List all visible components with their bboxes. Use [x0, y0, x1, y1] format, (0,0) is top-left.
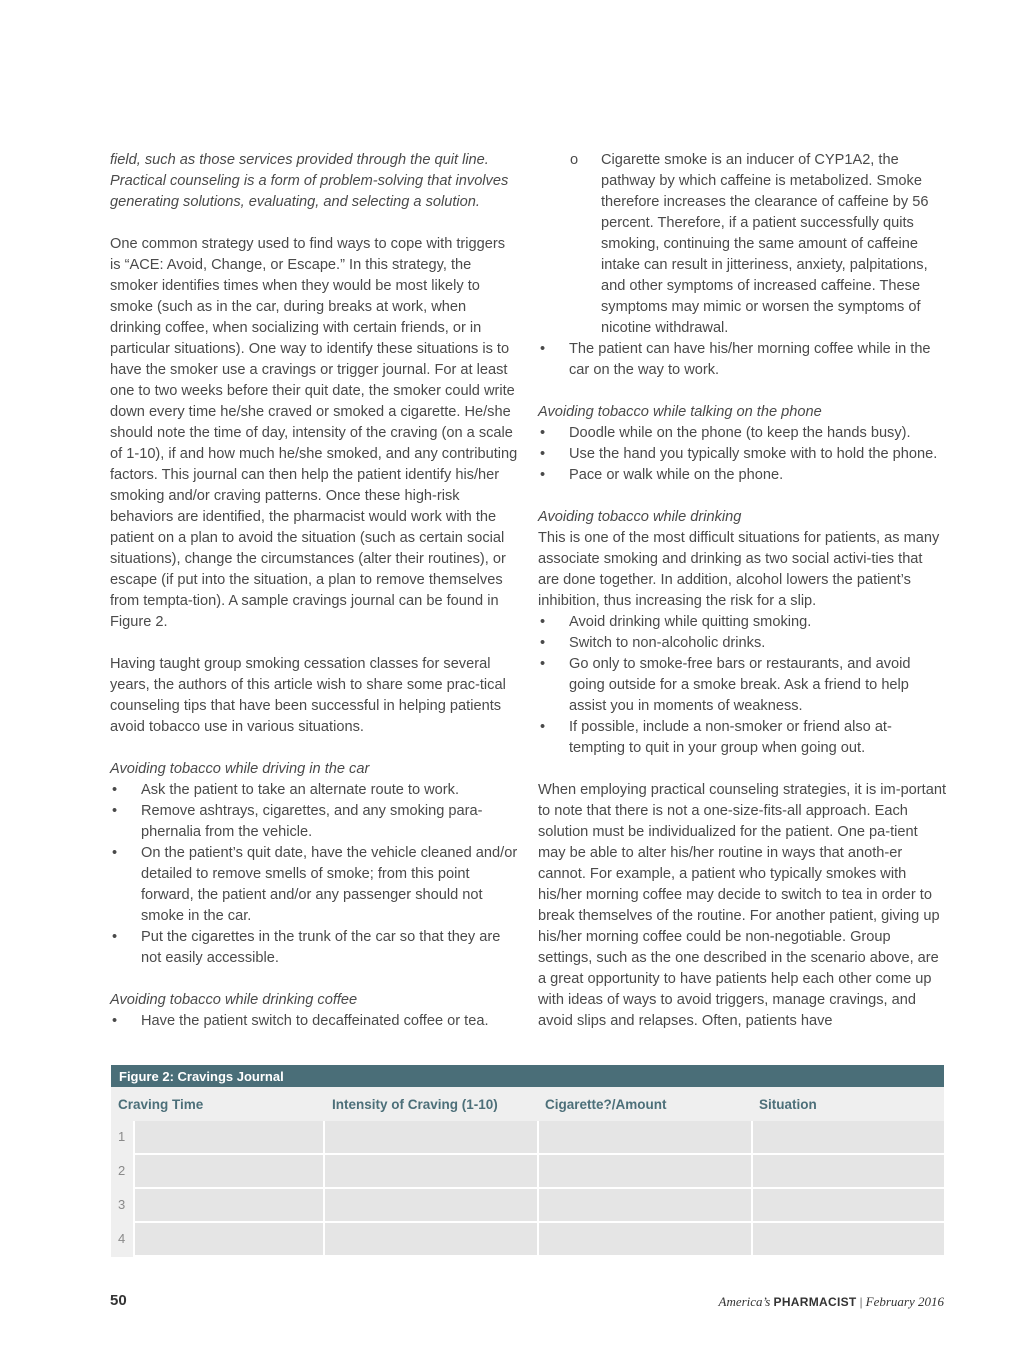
bullet-mark: •: [540, 467, 546, 483]
list-item: • Ask the patient to take an alternate route to work.: [110, 780, 518, 801]
publication-footer: [719, 1294, 944, 1310]
issue-date: February 2016: [865, 1294, 944, 1309]
publication-name: America’s: [718, 1294, 771, 1309]
row-number: 1: [111, 1121, 133, 1155]
table-cell: [323, 1121, 537, 1155]
row-number: 3: [111, 1189, 133, 1223]
list-item: • Remove ashtrays, cigarettes, and any smoking para-phernalia from the vehicle.: [112, 803, 483, 840]
table-cell: [133, 1121, 323, 1155]
column-header-situation: Situation: [759, 1096, 817, 1112]
bullet-mark: •: [540, 341, 546, 357]
column-header-intensity: Intensity of Craving (1-10): [332, 1096, 498, 1112]
bullet-mark: •: [540, 425, 546, 441]
drinking-paragraph: This is one of the most difficult situations for patients, as many associate smoking and drinking as two social activi-ties that are done together. In addition, alcohol lowers the patient’s inhibition, thus increasing the risk for a slip.: [538, 530, 940, 609]
bullet-mark: •: [112, 1013, 118, 1029]
car-heading: Avoiding tobacco while driving in the car: [110, 761, 370, 777]
table-cell: [537, 1155, 751, 1189]
row-number: 2: [111, 1155, 133, 1189]
column-header-cigarette-amount: Cigarette?/Amount: [545, 1096, 667, 1112]
car-list: [110, 780, 518, 969]
ace-paragraph: One common strategy used to find ways to cope with triggers is “ACE: Avoid, Change, or Escape.” In this strategy, the smoker identifies times when they would be most likely to smoke (such as in the car, during breaks at work, when drinking coffee, when socializing with certain friends, or in particular situations). One way to identify these situations is to have the smoker use a cravings or trigger journal. For at least one to two weeks before their quit date, the smoker could write down every time he/she craved or smoked a cigarette. He/she should note the time of day, intensity of the craving (on a scale of 1-10), if and how much he/she smoked, and any contributing factors. This journal can then help the patient identify his/her smoking and/or craving patterns. Once these high-risk behaviors are identified, the pharmacist would work with the patient on a plan to avoid the situation (such as certain social situations), change the circumstances (alter their routines), or escape (if put into the situation, a plan to remove themselves from tempta-tion). A sample cravings journal can be found in Figure 2.: [110, 236, 518, 630]
page-number: 50: [110, 1292, 127, 1309]
left-column: [110, 150, 518, 1032]
phone-list: [538, 423, 946, 486]
list-item: o Cigarette smoke is an inducer of CYP1A2, the pathway by which caffeine is metabolized. Smoke therefore increases the clearance of caffeine by 56 percent. Therefore, if a patient successfully quits smoking, continuing the same amount of caffeine intake can result in jitteriness, anxiety, palpitations, and other symptoms of increased caffeine. These symptoms may mimic or worsen the symptoms of nicotine withdrawal.: [570, 152, 929, 336]
bullet-mark: •: [112, 782, 118, 798]
footer-separator: |: [859, 1294, 863, 1309]
bullet-mark: •: [540, 719, 546, 735]
list-item: • Avoid drinking while quitting smoking.: [538, 612, 946, 633]
table-cell: [133, 1223, 323, 1257]
bullet-mark: •: [540, 635, 546, 651]
coffee-list: [110, 1011, 518, 1032]
bullet-mark: •: [540, 656, 546, 672]
table-cell: [751, 1223, 944, 1257]
coffee-list-continued: [538, 339, 946, 381]
list-item: • Doodle while on the phone (to keep the hands busy).: [538, 423, 946, 444]
list-item: • Pace or walk while on the phone.: [538, 465, 946, 486]
table-cell: [323, 1223, 537, 1257]
cravings-journal-figure: [111, 1065, 944, 1257]
drinking-list: [538, 612, 946, 759]
closing-paragraph: When employing practical counseling strategies, it is im-portant to note that there is not a one-size-fits-all approach. Each solution must be individualized for the patient. One pa-tient may be able to alter his/her routine in ways that anoth-er cannot. For example, a patient who typically smokes with his/her morning coffee may decide to switch to tea in order to break themselves of the routine. For another patient, giving up his/her morning coffee could be non-negotiable. Group settings, such as the one described in the scenario above, are a great opportunity to have patients help each other come up with ideas of ways to avoid triggers, manage cravings, and avoid slips and relapses. Often, patients have: [538, 782, 946, 1029]
table-cell: [133, 1189, 323, 1223]
table-row: [111, 1121, 944, 1155]
bullet-mark: •: [540, 446, 546, 462]
table-cell: [133, 1155, 323, 1189]
bullet-mark: •: [112, 929, 118, 945]
list-item: • Put the cigarettes in the trunk of the car so that they are not easily accessible.: [112, 929, 501, 966]
taught-paragraph: Having taught group smoking cessation classes for several years, the authors of this article wish to share some prac-tical counseling tips that have been successful in helping patients avoid tobacco use in various situations.: [110, 656, 506, 735]
row-number: 4: [111, 1223, 133, 1257]
table-row: [111, 1155, 944, 1189]
list-item: • The patient can have his/her morning coffee while in the car on the way to work.: [540, 341, 931, 378]
table-cell: [751, 1121, 944, 1155]
table-row: [111, 1189, 944, 1223]
list-item: • Use the hand you typically smoke with to hold the phone.: [538, 444, 946, 465]
list-item: • If possible, include a non-smoker or friend also at-tempting to quit in your group when going out.: [540, 719, 892, 756]
list-item: • Switch to non-alcoholic drinks.: [538, 633, 946, 654]
table-cell: [751, 1155, 944, 1189]
intro-paragraph: field, such as those services provided through the quit line. Practical counseling is a form of problem-solving that involves generating solutions, evaluating, and selecting a solution.: [110, 152, 509, 210]
table-cell: [323, 1189, 537, 1223]
table-cell: [323, 1155, 537, 1189]
sub-bullet-mark: o: [570, 152, 579, 168]
table-cell: [537, 1121, 751, 1155]
bullet-mark: •: [540, 614, 546, 630]
bullet-mark: •: [112, 845, 118, 861]
table-header-row: [111, 1087, 944, 1121]
caffeine-sublist: [538, 150, 946, 339]
list-item: • Have the patient switch to decaffeinated coffee or tea.: [110, 1011, 518, 1032]
publication-brand: PHARMACIST: [773, 1295, 857, 1309]
figure-title: Figure 2: Cravings Journal: [111, 1065, 944, 1087]
list-item: • On the patient’s quit date, have the vehicle cleaned and/or detailed to remove smells of smoke; from this point forward, the patient and/or any passenger should not smoke in the car.: [112, 845, 518, 924]
column-header-craving-time: Craving Time: [118, 1096, 204, 1112]
table-cell: [537, 1189, 751, 1223]
table-cell: [537, 1223, 751, 1257]
coffee-heading: Avoiding tobacco while drinking coffee: [110, 992, 358, 1008]
phone-heading: Avoiding tobacco while talking on the phone: [538, 404, 822, 420]
table-row: [111, 1223, 944, 1257]
table-cell: [751, 1189, 944, 1223]
right-column: [538, 150, 946, 1032]
drinking-heading: Avoiding tobacco while drinking: [538, 509, 742, 525]
list-item: • Go only to smoke-free bars or restaurants, and avoid going outside for a smoke break. Ask a friend to help assist you in moments of weakness.: [540, 656, 911, 714]
bullet-mark: •: [112, 803, 118, 819]
